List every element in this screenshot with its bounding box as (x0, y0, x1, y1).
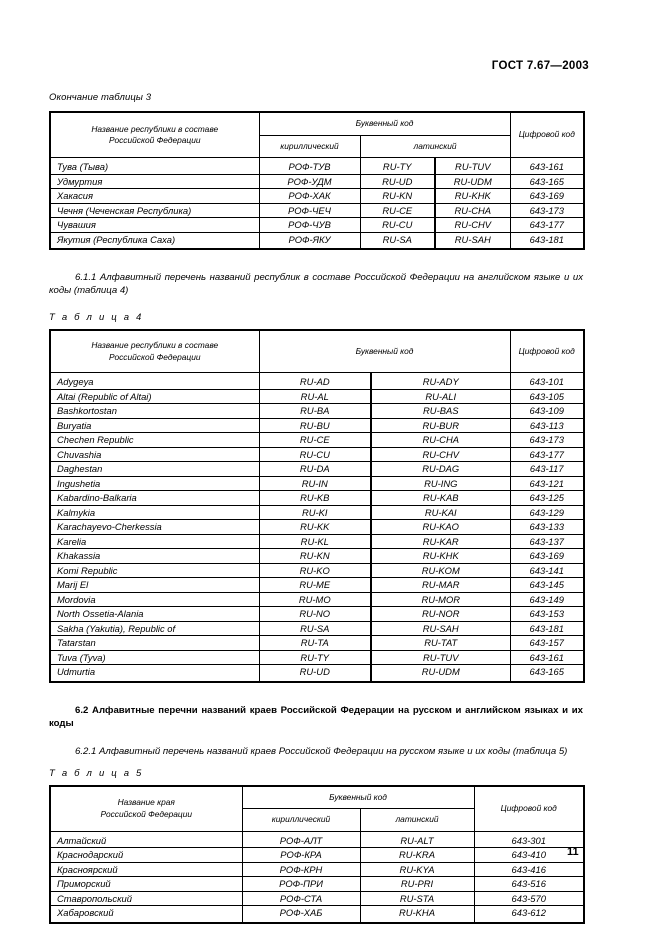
table5-cell-latin: RU-KYA (360, 862, 474, 877)
table-row (50, 862, 584, 877)
table3-header-letter-code: Буквенный код (259, 112, 510, 135)
table-row (50, 433, 584, 448)
table3-cell-name: Тува (Тыва) (50, 158, 259, 175)
table4-cell-name: Daghestan (50, 462, 259, 477)
table5-header-name-line1: Название края (117, 797, 175, 808)
table3-cell-latin2: RU-KN (360, 189, 435, 204)
table-row (50, 232, 584, 249)
table4-cell-code2: RU-BA (259, 404, 371, 419)
table4-cell-code2: RU-IN (259, 476, 371, 491)
table4-header-row (50, 330, 584, 373)
table-row (50, 549, 584, 564)
table3-cell-numeric: 643-177 (510, 218, 584, 233)
table4-cell-numeric: 643-177 (510, 447, 584, 462)
table5-cell-cyrillic: РОФ-КРН (242, 862, 360, 877)
table4-cell-name: Mordovia (50, 592, 259, 607)
table4-cell-numeric: 643-145 (510, 578, 584, 593)
table3-cell-latin2: RU-TY (360, 158, 435, 175)
table4-cell-numeric: 643-109 (510, 404, 584, 419)
table3-header-numeric-code: Цифровой код (510, 112, 584, 158)
table3-cell-cyrillic: РОФ-УДМ (259, 174, 360, 189)
table4-cell-code3: RU-ING (371, 476, 510, 491)
table4-cell-numeric: 643-133 (510, 520, 584, 535)
table3-cell-latin3: RU-KHK (435, 189, 510, 204)
table4-cell-numeric: 643-129 (510, 505, 584, 520)
table-row (50, 891, 584, 906)
table5-cell-latin: RU-KHA (360, 906, 474, 923)
table-row (50, 462, 584, 477)
table4-cell-code3: RU-KAR (371, 534, 510, 549)
table4-cell-numeric: 643-141 (510, 563, 584, 578)
table3-cell-latin2: RU-UD (360, 174, 435, 189)
table4-cell-code3: RU-ADY (371, 373, 510, 390)
table4-cell-code2: RU-KN (259, 549, 371, 564)
table4-cell-numeric: 643-113 (510, 418, 584, 433)
table4-cell-code3: RU-BUR (371, 418, 510, 433)
table4-cell-code2: RU-KK (259, 520, 371, 535)
table4-cell-numeric: 643-169 (510, 549, 584, 564)
table5-cell-name: Алтайский (50, 831, 242, 848)
table4-cell-numeric: 643-137 (510, 534, 584, 549)
table-row (50, 505, 584, 520)
table-row (50, 418, 584, 433)
table3-cell-name: Удмуртия (50, 174, 259, 189)
table-row (50, 158, 584, 175)
table4-cell-code2: RU-NO (259, 607, 371, 622)
table3-cell-latin3: RU-SAH (435, 232, 510, 249)
table3-cell-numeric: 643-161 (510, 158, 584, 175)
table4-cell-name: Sakha (Yakutia), Republic of (50, 621, 259, 636)
table-row (50, 389, 584, 404)
table4-cell-numeric: 643-105 (510, 389, 584, 404)
table4-cell-code2: RU-DA (259, 462, 371, 477)
table3-cell-numeric: 643-165 (510, 174, 584, 189)
table4-cell-code2: RU-TA (259, 636, 371, 651)
table-row (50, 621, 584, 636)
table4-header-letter-code: Буквенный код (259, 330, 510, 373)
table3-cell-numeric: 643-169 (510, 189, 584, 204)
table4-cell-code2: RU-CU (259, 447, 371, 462)
table-row (50, 848, 584, 863)
table3-cell-numeric: 643-173 (510, 203, 584, 218)
table4-cell-numeric: 643-153 (510, 607, 584, 622)
table5-header-name-line2: Российской Федерации (100, 808, 193, 819)
table4-cell-numeric: 643-157 (510, 636, 584, 651)
section-6-1-1-text: 6.1.1 Алфавитный перечень названий республик в составе Российской Федерации на английском языке и их коды (таблица 4) (49, 272, 583, 297)
table3-caption: Окончание таблицы 3 (49, 92, 152, 103)
table-row (50, 373, 584, 390)
table5-header-latin: латинский (360, 809, 474, 832)
table-row (50, 520, 584, 535)
table4-cell-name: Bashkortostan (50, 404, 259, 419)
table4-cell-code2: RU-KB (259, 491, 371, 506)
table4-cell-name: Kalmykia (50, 505, 259, 520)
table4-label: Т а б л и ц а 4 (49, 312, 144, 324)
table4-cell-name: Tatarstan (50, 636, 259, 651)
table4-cell-code2: RU-BU (259, 418, 371, 433)
table4-cell-code3: RU-TAT (371, 636, 510, 651)
table4-cell-code2: RU-CE (259, 433, 371, 448)
table3-cell-name: Чечня (Чеченская Республика) (50, 203, 259, 218)
table-row (50, 189, 584, 204)
table4-cell-numeric: 643-121 (510, 476, 584, 491)
table3-cell-cyrillic: РОФ-ЯКУ (259, 232, 360, 249)
table3-header-cyrillic: кириллический (259, 135, 360, 158)
table5-cell-cyrillic: РОФ-ХАБ (242, 906, 360, 923)
table5-cell-cyrillic: РОФ-СТА (242, 891, 360, 906)
table4-cell-code3: RU-KHK (371, 549, 510, 564)
table-row (50, 476, 584, 491)
table4-cell-code3: RU-UDM (371, 665, 510, 682)
table4-cell-code2: RU-KO (259, 563, 371, 578)
table4-cell-code2: RU-AD (259, 373, 371, 390)
table-row (50, 218, 584, 233)
table4-cell-code3: RU-KAB (371, 491, 510, 506)
table4-cell-code3: RU-MOR (371, 592, 510, 607)
table4-cell-name: Adygeya (50, 373, 259, 390)
table4-cell-code3: RU-MAR (371, 578, 510, 593)
table5-cell-numeric: 643-301 (474, 831, 584, 848)
table3-cell-latin3: RU-CHV (435, 218, 510, 233)
table3-header-row-1 (50, 112, 584, 135)
table4-cell-name: Udmurtia (50, 665, 259, 682)
table3-cell-latin3: RU-TUV (435, 158, 510, 175)
table-row (50, 831, 584, 848)
table5-cell-latin: RU-STA (360, 891, 474, 906)
table4-cell-name: Ingushetia (50, 476, 259, 491)
table3-cell-name: Якутия (Республика Саха) (50, 232, 259, 249)
table4-cell-code3: RU-ALI (371, 389, 510, 404)
table5-cell-name: Приморский (50, 877, 242, 892)
table3-cell-cyrillic: РОФ-ЧЕЧ (259, 203, 360, 218)
table-4 (49, 329, 585, 683)
table-row (50, 203, 584, 218)
table4-cell-numeric: 643-125 (510, 491, 584, 506)
table5-cell-latin: RU-ALT (360, 831, 474, 848)
table4-cell-code2: RU-ME (259, 578, 371, 593)
table5-header-numeric-code: Цифровой код (474, 786, 584, 832)
table5-header-row-1 (50, 786, 584, 809)
table3-header-name-line1: Название республики в составе (91, 123, 219, 134)
table-row (50, 607, 584, 622)
table5-header-cyrillic: кириллический (242, 809, 360, 832)
table5-cell-cyrillic: РОФ-АЛТ (242, 831, 360, 848)
table-row (50, 534, 584, 549)
table4-cell-name: Buryatia (50, 418, 259, 433)
table4-cell-code2: RU-TY (259, 650, 371, 665)
table3-cell-latin2: RU-SA (360, 232, 435, 249)
table4-cell-code3: RU-DAG (371, 462, 510, 477)
table5-label: Т а б л и ц а 5 (49, 767, 144, 779)
table4-cell-code3: RU-KAO (371, 520, 510, 535)
table4-cell-code3: RU-KAI (371, 505, 510, 520)
table-row (50, 174, 584, 189)
table-row (50, 563, 584, 578)
table4-cell-code3: RU-SAH (371, 621, 510, 636)
table-row (50, 650, 584, 665)
table4-cell-code2: RU-KI (259, 505, 371, 520)
table4-cell-code2: RU-KL (259, 534, 371, 549)
table3-cell-cyrillic: РОФ-ТУВ (259, 158, 360, 175)
table4-header-name-line2: Российской Федерации (108, 351, 201, 362)
table-5 (49, 785, 585, 924)
table4-header-name-line1: Название республики в составе (91, 340, 219, 351)
table5-cell-name: Хабаровский (50, 906, 242, 923)
table5-cell-numeric: 643-416 (474, 862, 584, 877)
table3-header-name (50, 112, 259, 158)
table4-cell-code3: RU-NOR (371, 607, 510, 622)
table5-cell-numeric: 643-410 (474, 848, 584, 863)
table3-cell-name: Хакасия (50, 189, 259, 204)
table4-cell-name: Karelia (50, 534, 259, 549)
table4-cell-code2: RU-UD (259, 665, 371, 682)
table5-header-letter-code: Буквенный код (242, 786, 474, 809)
running-head-standard-number: ГОСТ 7.67—2003 (491, 60, 589, 72)
table4-cell-numeric: 643-101 (510, 373, 584, 390)
table4-cell-numeric: 643-165 (510, 665, 584, 682)
table-row (50, 906, 584, 923)
table5-cell-name: Красноярский (50, 862, 242, 877)
table5-cell-latin: RU-KRA (360, 848, 474, 863)
page-content (49, 92, 583, 924)
table-row (50, 491, 584, 506)
table4-cell-code3: RU-TUV (371, 650, 510, 665)
table3-header-latin: латинский (360, 135, 510, 158)
table3-cell-latin2: RU-CU (360, 218, 435, 233)
table4-cell-name: Karachayevo-Cherkessia (50, 520, 259, 535)
table5-cell-cyrillic: РОФ-ПРИ (242, 877, 360, 892)
table5-cell-numeric: 643-612 (474, 906, 584, 923)
table3-cell-cyrillic: РОФ-ХАК (259, 189, 360, 204)
table-3 (49, 111, 585, 250)
table3-cell-latin2: RU-CE (360, 203, 435, 218)
table4-cell-name: Tuva (Tyva) (50, 650, 259, 665)
table5-cell-cyrillic: РОФ-КРА (242, 848, 360, 863)
table3-cell-name: Чувашия (50, 218, 259, 233)
table4-cell-code3: RU-CHV (371, 447, 510, 462)
page-number: 11 (567, 846, 579, 858)
table-row (50, 665, 584, 682)
table4-cell-numeric: 643-161 (510, 650, 584, 665)
table4-cell-code3: RU-KOM (371, 563, 510, 578)
table5-cell-numeric: 643-570 (474, 891, 584, 906)
table4-cell-name: Khakassia (50, 549, 259, 564)
table4-cell-name: Marij El (50, 578, 259, 593)
table4-header-numeric-code: Цифровой код (510, 330, 584, 373)
table3-cell-latin3: RU-UDM (435, 174, 510, 189)
section-6-2-1-text: 6.2.1 Алфавитный перечень названий краев Российской Федерации на русском языке и их коды (таблица 5) (75, 746, 568, 758)
table4-cell-numeric: 643-117 (510, 462, 584, 477)
table-row (50, 592, 584, 607)
table5-cell-name: Краснодарский (50, 848, 242, 863)
table4-cell-code3: RU-BAS (371, 404, 510, 419)
table-row (50, 877, 584, 892)
table5-cell-latin: RU-PRI (360, 877, 474, 892)
table4-cell-name: Chechen Republic (50, 433, 259, 448)
table4-cell-numeric: 643-149 (510, 592, 584, 607)
table4-cell-name: North Ossetia-Alania (50, 607, 259, 622)
table4-cell-code2: RU-AL (259, 389, 371, 404)
table5-cell-numeric: 643-516 (474, 877, 584, 892)
table4-cell-code2: RU-SA (259, 621, 371, 636)
table4-cell-name: Komi Republic (50, 563, 259, 578)
table3-cell-cyrillic: РОФ-ЧУВ (259, 218, 360, 233)
table4-cell-numeric: 643-173 (510, 433, 584, 448)
table3-cell-numeric: 643-181 (510, 232, 584, 249)
table4-cell-name: Altai (Republic of Altai) (50, 389, 259, 404)
table3-header-name-line2: Российской Федерации (108, 135, 201, 145)
table-row (50, 447, 584, 462)
table4-cell-name: Kabardino-Balkaria (50, 491, 259, 506)
table4-cell-name: Chuvashia (50, 447, 259, 462)
table4-cell-numeric: 643-181 (510, 621, 584, 636)
section-6-2-text: 6.2 Алфавитные перечни названий краев Российской Федерации на русском и английском языках и их коды (49, 704, 583, 730)
table4-cell-code3: RU-CHA (371, 433, 510, 448)
table4-cell-code2: RU-MO (259, 592, 371, 607)
table4-header-name (50, 330, 259, 373)
table3-cell-latin3: RU-CHA (435, 203, 510, 218)
table-row (50, 404, 584, 419)
table5-header-name (50, 786, 242, 832)
table-row (50, 578, 584, 593)
table5-cell-name: Ставропольский (50, 891, 242, 906)
table-row (50, 636, 584, 651)
